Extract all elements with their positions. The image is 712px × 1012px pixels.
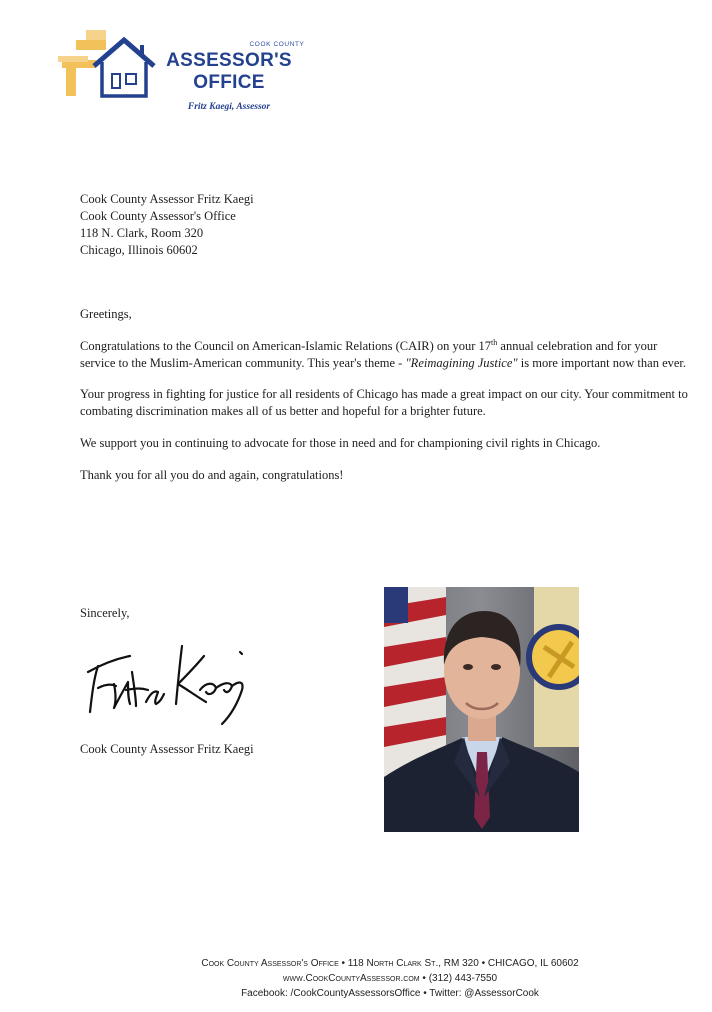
paragraph-congratulations — [80, 338, 692, 372]
paragraph-text: is more important now than ever. — [517, 355, 687, 370]
paragraph-thanks: Thank you for all you do and again, congratulations! — [80, 467, 344, 482]
sender-address — [80, 191, 254, 259]
logo-county-label: COOK COUNTY — [249, 41, 305, 48]
handwritten-signature — [84, 632, 254, 732]
house-logo-icon — [58, 26, 168, 98]
signer-name: Cook County Assessor Fritz Kaegi — [80, 742, 254, 756]
ordinal-suffix: th — [491, 337, 498, 347]
footer-address: Cook County Assessor's Office • 118 North Clark St., RM 320 • CHICAGO, IL 60602 — [201, 958, 579, 969]
logo-title-line2: OFFICE — [193, 72, 265, 93]
address-line: Chicago, Illinois 60602 — [80, 243, 198, 257]
footer-contact: www.CookCountyAssessor.com • (312) 443-7550 — [282, 973, 498, 984]
paragraph-progress: Your progress in fighting for justice for all residents of Chicago has made a great impact on our city. Your commitment to combating discrimination makes all of us better and hopeful for a brighter future. — [80, 387, 688, 419]
paragraph-text: Congratulations to the Council on American-Islamic Relations (CAIR) on your 17 — [80, 338, 492, 353]
letterhead-footer — [110, 956, 670, 1001]
closing: Sincerely, — [80, 606, 130, 620]
footer-social: Facebook: /CookCountyAssessorsOffice • Twitter: @AssessorCook — [241, 988, 539, 999]
greeting: Greetings, — [80, 307, 132, 321]
address-line: Cook County Assessor Fritz Kaegi — [80, 192, 254, 206]
logo-title-line1: ASSESSOR'S — [166, 50, 292, 71]
address-line: 118 N. Clark, Room 320 — [80, 226, 204, 240]
paragraph-support: We support you in continuing to advocate for those in need and for championing civil rights in Chicago. — [80, 435, 601, 450]
theme-title: "Reimagining Justice" — [405, 355, 518, 370]
assessor-portrait-photo — [384, 587, 579, 832]
assessor-logo — [58, 26, 308, 122]
address-line: Cook County Assessor's Office — [80, 209, 236, 223]
logo-subtitle: Fritz Kaegi, Assessor — [187, 102, 271, 112]
paragraph-text: annual celebration and for your service to the Muslim-American community. This year's theme - — [80, 338, 658, 370]
letter-body — [80, 306, 692, 499]
